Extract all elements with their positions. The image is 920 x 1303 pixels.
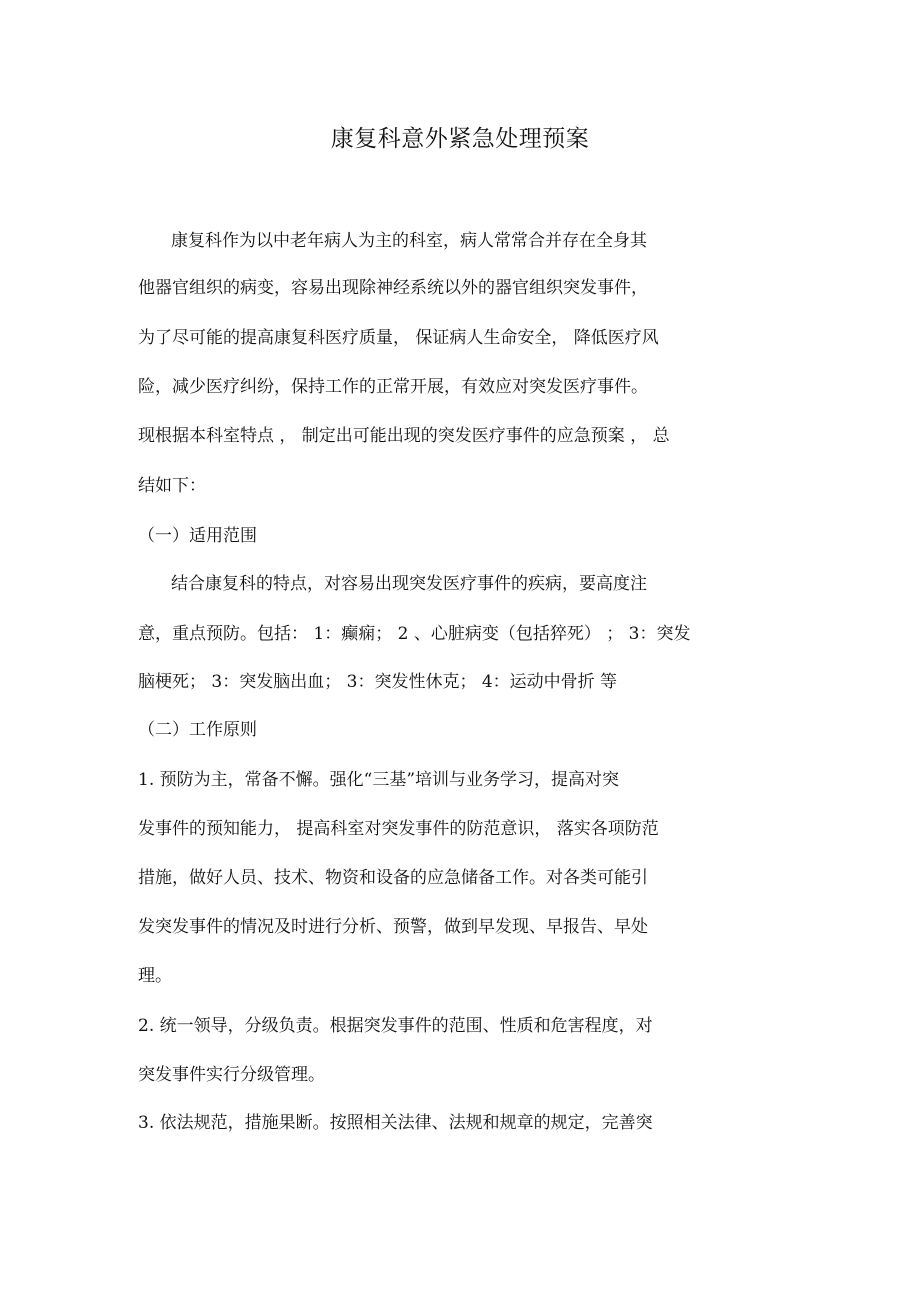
paragraph-line: 康复科作为以中老年病人为主的科室，病人常常合并存在全身其 bbox=[171, 231, 647, 251]
paragraph-line: 结如下： bbox=[138, 476, 206, 496]
paragraph-line: 1. 预防为主，常备不懈。强化“三基”培训与业务学习，提高对突 bbox=[138, 770, 620, 790]
paragraph-line: 脑梗死； 3：突发脑出血； 3：突发性休克； 4：运动中骨折 等 bbox=[138, 672, 618, 692]
paragraph-line: 发突发事件的情况及时进行分析、预警，做到早发现、早报告、早处 bbox=[138, 917, 648, 937]
paragraph-line: 结合康复科的特点，对容易出现突发医疗事件的疾病，要高度注 bbox=[171, 574, 647, 594]
paragraph-line: 险，减少医疗纠纷，保持工作的正常开展，有效应对突发医疗事件。 bbox=[138, 377, 648, 397]
paragraph-line: 他器官组织的病变，容易出现除神经系统以外的器官组织突发事件， bbox=[138, 278, 648, 298]
paragraph-line: 措施，做好人员、技术、物资和设备的应急储备工作。对各类可能引 bbox=[138, 868, 648, 888]
paragraph-line: 现根据本科室特点 ， 制定出可能出现的突发医疗事件的应急预案 ， 总 bbox=[138, 426, 670, 446]
section-heading: （二）工作原则 bbox=[138, 720, 257, 740]
paragraph-line: 意，重点预防。包括： 1：癫痫； 2 、心脏病变（包括猝死） ； 3：突发 bbox=[138, 624, 691, 644]
paragraph-line: 3. 依法规范，措施果断。按照相关法律、法规和规章的规定，完善突 bbox=[138, 1113, 653, 1133]
paragraph-line: 2. 统一领导，分级负责。根据突发事件的范围、性质和危害程度，对 bbox=[138, 1016, 653, 1036]
paragraph-line: 为了尽可能的提高康复科医疗质量， 保证病人生命安全， 降低医疗风 bbox=[138, 328, 659, 348]
section-heading: （一）适用范围 bbox=[138, 526, 257, 546]
document-title: 康复科意外紧急处理预案 bbox=[330, 126, 590, 152]
paragraph-line: 理。 bbox=[138, 966, 172, 986]
paragraph-line: 突发事件实行分级管理。 bbox=[138, 1065, 325, 1085]
paragraph-line: 发事件的预知能力， 提高科室对突发事件的防范意识， 落实各项防范 bbox=[138, 819, 659, 839]
